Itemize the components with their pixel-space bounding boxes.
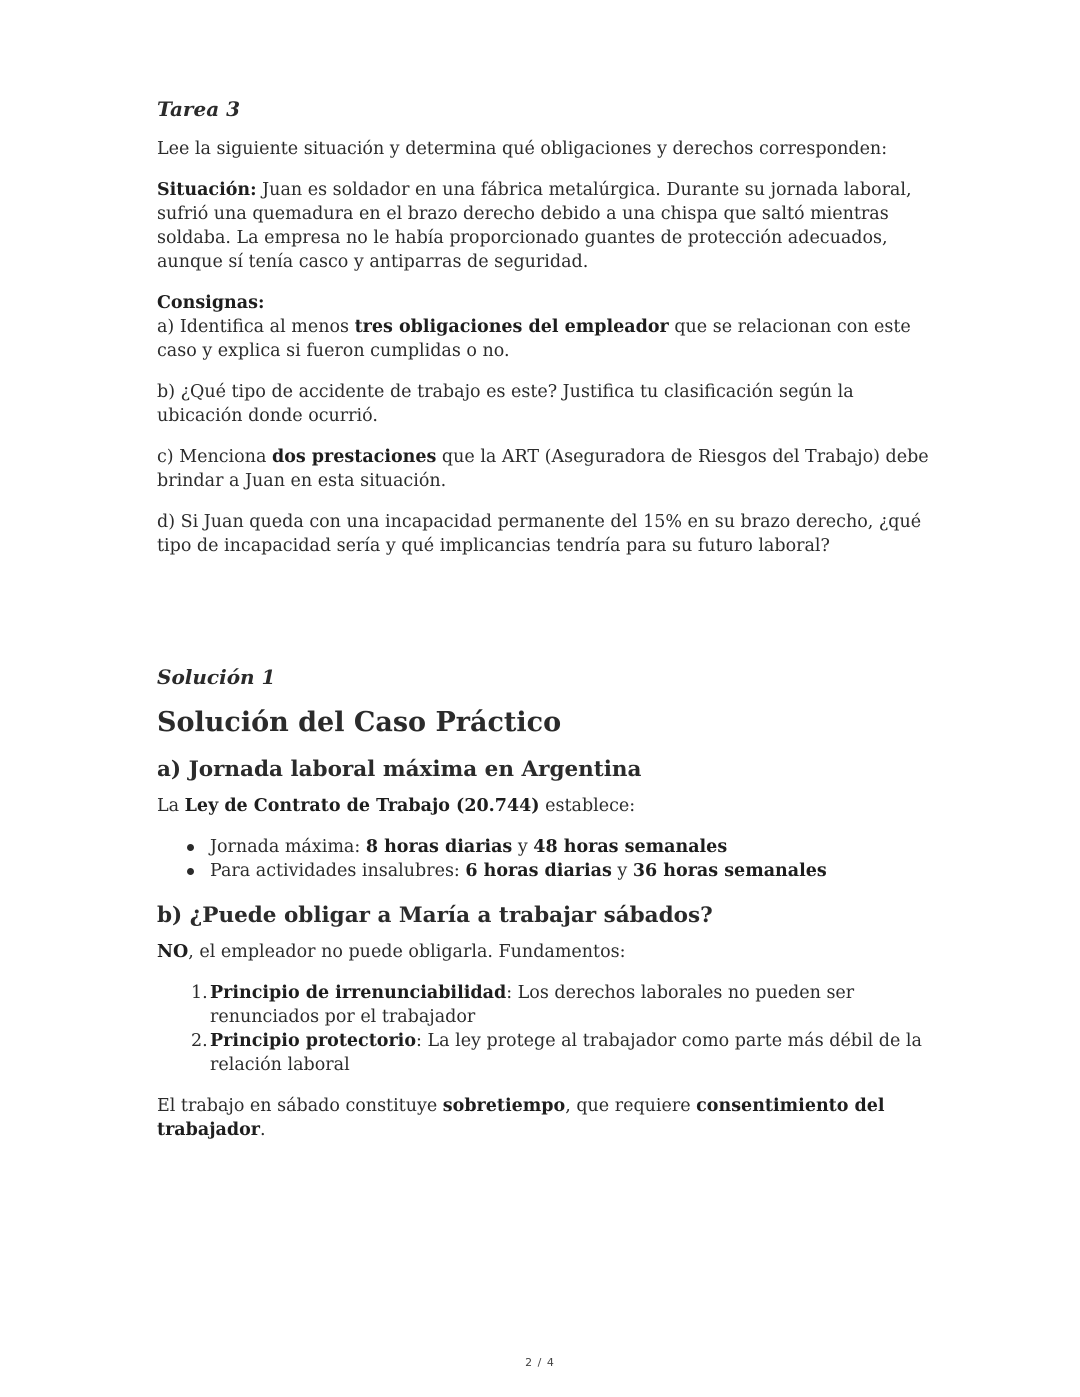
bullet1-pre: Jornada máxima: — [210, 837, 366, 857]
section-a-intro — [157, 794, 937, 818]
closing-pre: El trabajo en sábado constituye — [157, 1096, 443, 1116]
section-b-title: b) ¿Puede obligar a María a trabajar sábados? — [157, 903, 713, 928]
bullet2-pre: Para actividades insalubres: — [210, 861, 466, 881]
tarea-title: Tarea 3 — [157, 97, 241, 121]
consignas-label: Consignas: — [157, 293, 265, 313]
law-name: Ley de Contrato de Trabajo (20.744) — [184, 796, 540, 816]
consigna-b: b) ¿Qué tipo de accidente de trabajo es este? Justifica tu clasificación según la ubicación donde ocurrió. — [157, 382, 854, 426]
item2-post: : La ley protege al trabajador como parte más débil de la relación laboral — [210, 1031, 922, 1075]
consigna-c — [157, 445, 937, 493]
item1-number: 1. — [191, 983, 208, 1003]
page-number: 2 / 4 — [525, 1356, 555, 1369]
list-item — [157, 835, 937, 859]
document-page — [157, 92, 937, 1142]
situacion-text: Juan es soldador en una fábrica metalúrgica. Durante su jornada laboral, sufrió una quemadura en el brazo derecho debido a una chispa que saltó mientras soldaba. La empresa no le había proporcionado guantes de protección adecuados, aunque sí tenía casco y antiparras de seguridad. — [157, 180, 912, 272]
bullet-icon — [187, 868, 194, 875]
closing-end: . — [260, 1120, 266, 1140]
list-item — [157, 859, 937, 883]
item2-number: 2. — [191, 1031, 208, 1051]
consignas-paragraph — [157, 291, 937, 363]
list-item — [157, 981, 937, 1029]
closing-paragraph — [157, 1094, 937, 1142]
solucion-title: Solución del Caso Práctico — [157, 707, 562, 738]
fundamentos-list — [157, 981, 937, 1077]
section-b-post: , el empleador no puede obligarla. Fundamentos: — [188, 942, 626, 962]
consigna-d: d) Si Juan queda con una incapacidad permanente del 15% en su brazo derecho, ¿qué tipo de incapacidad sería y qué implicancias tendría para su futuro laboral? — [157, 512, 922, 556]
list-item — [157, 1029, 937, 1077]
closing-mid: , que requiere — [565, 1096, 697, 1116]
consigna-a-bold: tres obligaciones del empleador — [354, 317, 669, 337]
consigna-a-pre: a) Identifica al menos — [157, 317, 355, 337]
bullet1-b1: 8 horas diarias — [365, 837, 513, 857]
answer-no: NO — [157, 942, 189, 962]
closing-b2: consentimiento del trabajador — [157, 1096, 885, 1140]
consigna-a-post: que se relacionan con este caso y explica si fueron cumplidas o no. — [157, 317, 911, 361]
solucion-label: Solución 1 — [157, 665, 276, 689]
section-a-pre: La — [157, 796, 185, 816]
section-b-intro — [157, 940, 937, 964]
bullet1-b2: 48 horas semanales — [533, 837, 728, 857]
item2-bold: Principio protectorio — [210, 1031, 417, 1051]
consigna-c-post: que la ART (Aseguradora de Riesgos del Trabajo) debe brindar a Juan en esta situación. — [157, 447, 929, 491]
situacion-paragraph — [157, 178, 937, 274]
item1-bold: Principio de irrenunciabilidad — [210, 983, 507, 1003]
bullet2-b2: 36 horas semanales — [632, 861, 827, 881]
bullet2-mid: y — [611, 861, 633, 881]
bullet1-mid: y — [512, 837, 534, 857]
item1-post: : Los derechos laborales no pueden ser renunciados por el trabajador — [210, 983, 855, 1027]
tarea-intro: Lee la siguiente situación y determina qué obligaciones y derechos corresponden: — [157, 139, 888, 159]
closing-b1: sobretiempo — [442, 1096, 566, 1116]
consigna-c-bold: dos prestaciones — [271, 447, 437, 467]
section-a-title: a) Jornada laboral máxima en Argentina — [157, 757, 642, 782]
situacion-label: Situación: — [157, 180, 257, 200]
consigna-c-pre: c) Menciona — [157, 447, 272, 467]
bullet2-b1: 6 horas diarias — [465, 861, 612, 881]
jornada-list — [157, 835, 937, 883]
section-a-post: establece: — [539, 796, 636, 816]
bullet-icon — [187, 844, 194, 851]
